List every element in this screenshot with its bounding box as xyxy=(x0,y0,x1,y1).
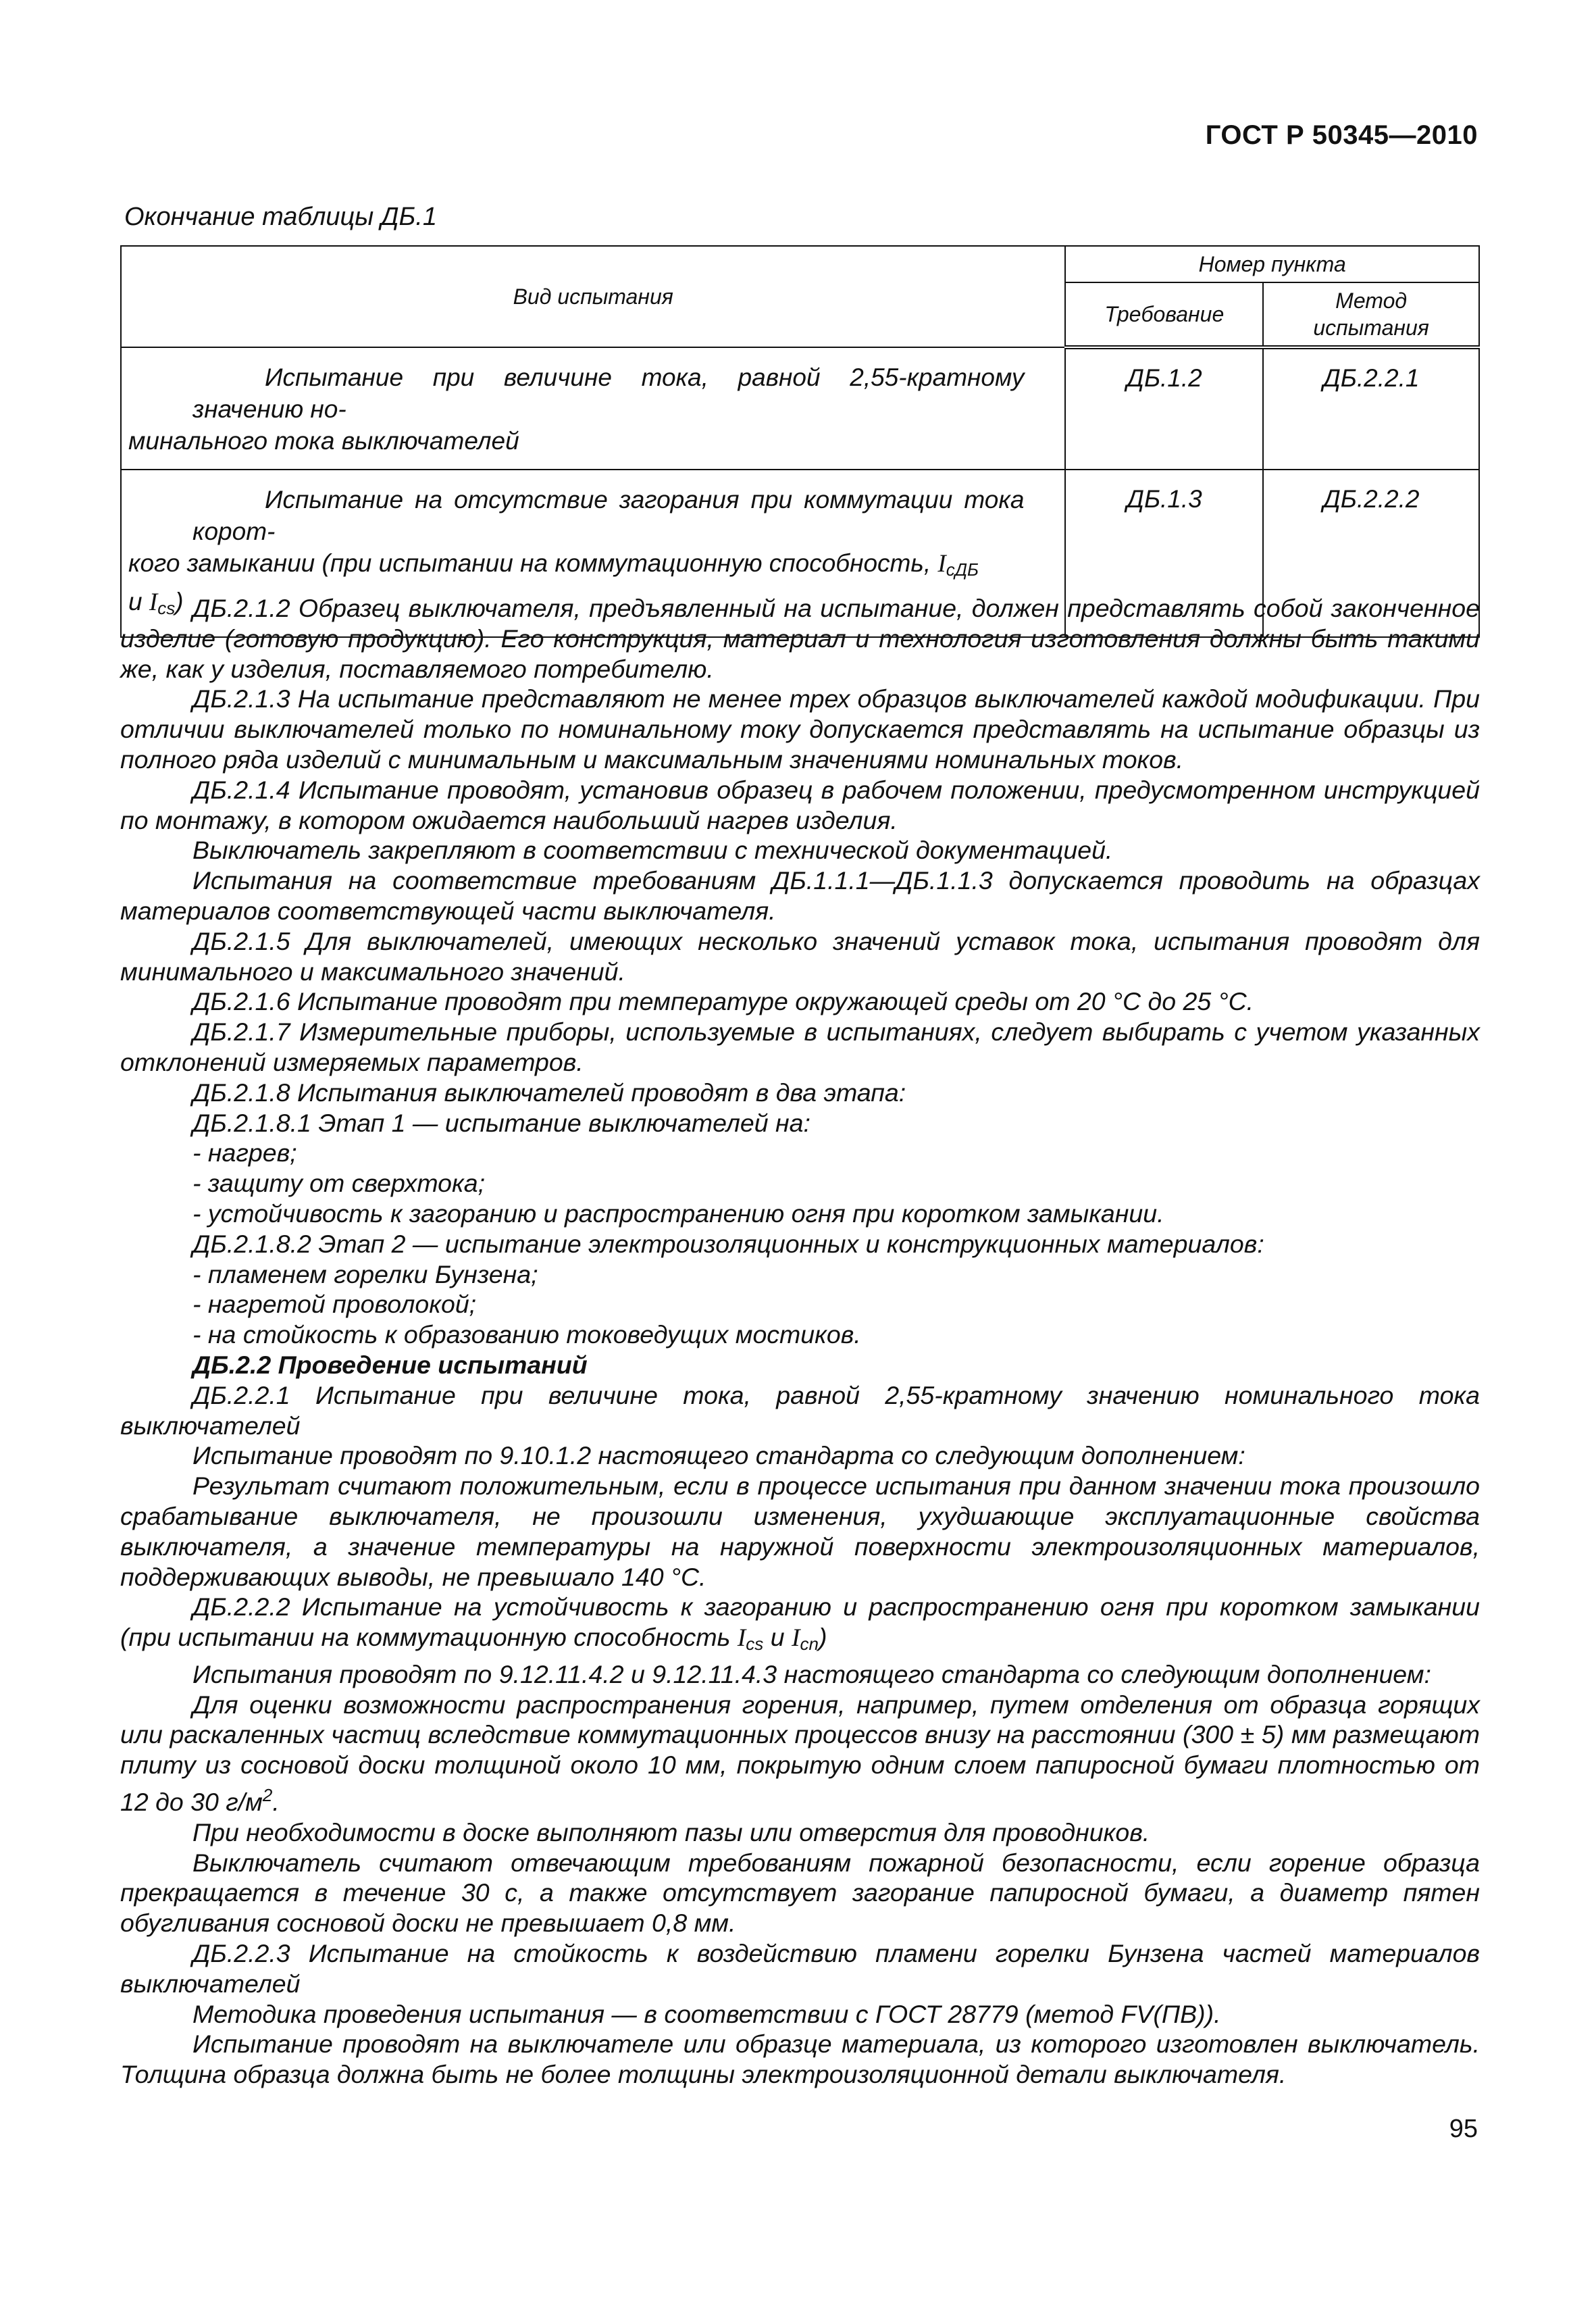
superscript: 2 xyxy=(262,1785,273,1806)
paragraph: ДБ.2.1.8.2 Этап 2 — испытание электроизоляционных и конструкционных материалов: xyxy=(192,1229,1264,1258)
header-method xyxy=(1263,282,1479,347)
paragraph: ДБ.2.1.2 Образец выключателя, предъявленный на испытание, должен представлять собой законченное изделие (готовую продукцию). Его конструкция, материал и технология изготовления должны быть такими же, как у изделия, поставляемого потребителю. xyxy=(120,594,1480,683)
symbol-subscript: cn xyxy=(800,1634,819,1655)
header-item-number: Номер пункта xyxy=(1065,246,1479,282)
section-heading: ДБ.2.2 Проведение испытаний xyxy=(192,1350,588,1379)
paragraph: ДБ.2.1.5 Для выключателей, имеющих несколько значений уставок тока, испытания проводят для минимального и максимального значений. xyxy=(120,926,1480,986)
header-method-line2: испытания xyxy=(1313,316,1429,340)
page-number: 95 xyxy=(1449,2115,1478,2143)
document-body xyxy=(120,593,1480,2090)
paragraph: ДБ.2.1.4 Испытание проводят, установив образец в рабочем положении, предусмотренном инструкцией по монтажу, в котором ожидается наибольший нагрев изделия. xyxy=(120,775,1480,834)
paragraph-text: Для оценки возможности распространения горения, например, путем отделения от образца горящих или раскаленных частиц вследствие коммутационных процессов внизу на расстоянии (300 ± 5) мм размещают плиту из сосновой доски толщиной около 10 мм, покрытую одним слоем папиросной бумаги плотностью от 12 до 30 г/м xyxy=(120,1690,1480,1817)
row-desc-text: и xyxy=(128,588,149,615)
list-item: - нагрев; xyxy=(192,1138,297,1167)
paragraph: ДБ.2.2.1 Испытание при величине тока, равной 2,55-кратному значению номинального тока выключателей xyxy=(120,1380,1480,1440)
row-method: ДБ.2.2.1 xyxy=(1263,347,1479,470)
table-row xyxy=(121,347,1479,470)
paragraph: ДБ.2.1.8 Испытания выключателей проводят в два этапа: xyxy=(192,1078,906,1107)
row-desc-line2 xyxy=(128,547,1024,586)
symbol-i: I xyxy=(791,1624,800,1653)
paragraph: При необходимости в доске выполняют пазы или отверстия для проводников. xyxy=(192,1817,1150,1846)
symbol-subscript: cs xyxy=(157,598,176,618)
symbol-i: I xyxy=(737,1624,746,1653)
paragraph-text: . xyxy=(272,1788,280,1817)
paragraph: Испытание проводят по 9.10.1.2 настоящего стандарта со следующим дополнением: xyxy=(192,1441,1245,1470)
paragraph-text: ) xyxy=(818,1623,827,1652)
row-desc-line2: минального тока выключателей xyxy=(128,427,519,455)
list-item: - нагретой проволокой; xyxy=(192,1290,477,1319)
paragraph: ДБ.2.1.8.1 Этап 1 — испытание выключателей на: xyxy=(192,1108,810,1137)
symbol-i: I xyxy=(149,588,158,616)
header-method-line1: Метод xyxy=(1335,288,1408,313)
list-item: - устойчивость к загоранию и распространению огня при коротком замыкании. xyxy=(192,1199,1164,1228)
table-caption: Окончание таблицы ДБ.1 xyxy=(124,203,437,231)
symbol-subscript: сДБ xyxy=(946,559,979,580)
paragraph: ДБ.2.1.7 Измерительные приборы, используемые в испытаниях, следует выбирать с учетом указанных отклонений измеряемых параметров. xyxy=(120,1017,1480,1076)
symbol-i: I xyxy=(937,550,946,578)
row-desc-text: кого замыкании (при испытании на коммутационную способность, xyxy=(128,549,938,577)
paragraph: Выключатель считают отвечающим требованиям пожарной безопасности, если горение образца прекращается в течение 30 с, а также отсутствует загорание папиросной бумаги, а диаметр пятен обугливания сосновой доски не превышает 0,8 мм. xyxy=(120,1848,1480,1938)
header-requirement: Требование xyxy=(1065,282,1263,347)
requirements-table xyxy=(120,245,1480,638)
row-requirement: ДБ.1.2 xyxy=(1065,347,1263,470)
paragraph: Испытание проводят на выключателе или образце материала, из которого изготовлен выключатель. Толщина образца должна быть не более толщины электроизоляционной детали выключателя. xyxy=(120,2030,1480,2089)
paragraph: ДБ.2.2.3 Испытание на стойкость к воздействию пламени горелки Бунзена частей материалов выключателей xyxy=(120,1939,1480,1998)
paragraph-text: и xyxy=(763,1623,792,1652)
row-desc-line1: Испытание при величине тока, равной 2,55-кратному значению но- xyxy=(192,363,1025,423)
row-method: ДБ.2.2.2 xyxy=(1263,470,1479,637)
symbol-subscript: cs xyxy=(746,1634,764,1655)
paragraph: Результат считают положительным, если в процессе испытания при данном значении тока произошло срабатывание выключателя, не произошли изменения, ухудшающие эксплуатационные свойства выключателя, а значение температуры на наружной поверхности электроизоляционных материалов, поддерживающих выводы, не превышало 140 °С. xyxy=(120,1472,1480,1591)
header-test-type: Вид испытания xyxy=(121,246,1065,347)
paragraph: ДБ.2.1.3 На испытание представляют не менее трех образцов выключателей каждой модификации. При отличии выключателей только по номинальному току допускается представлять на испытание образцы из полного ряда изделий с минимальным и максимальным значениями номинальных токов. xyxy=(120,684,1480,774)
row-description xyxy=(121,347,1065,470)
row-desc-line1: Испытание на отсутствие загорания при коммутации тока корот- xyxy=(192,486,1025,545)
paragraph xyxy=(120,1690,1480,1817)
row-requirement: ДБ.1.3 xyxy=(1065,470,1263,637)
paragraph: Испытания на соответствие требованиям ДБ.1.1.1—ДБ.1.1.3 допускается проводить на образцах материалов соответствующей части выключателя. xyxy=(120,866,1480,925)
document-header: ГОСТ Р 50345—2010 xyxy=(1205,120,1478,150)
paragraph-text: ДБ.2.2.2 Испытание на устойчивость к загоранию и распространению огня при коротком замыкании (при испытании на коммутационную способность xyxy=(120,1592,1480,1652)
list-item: - защиту от сверхтока; xyxy=(192,1169,486,1198)
list-item: - пламенем горелки Бунзена; xyxy=(192,1259,538,1288)
paragraph: Методика проведения испытания — в соответствии с ГОСТ 28779 (метод FV(ПВ)). xyxy=(192,1999,1221,2028)
list-item: - на стойкость к образованию токоведущих мостиков. xyxy=(192,1320,861,1349)
paragraph: ДБ.2.1.6 Испытание проводят при температуре окружающей среды от 20 °С до 25 °С. xyxy=(192,987,1254,1016)
row-desc-text: ) xyxy=(175,588,184,615)
paragraph: Испытания проводят по 9.12.11.4.2 и 9.12.11.4.3 настоящего стандарта со следующим дополнением: xyxy=(192,1659,1431,1688)
paragraph xyxy=(120,1592,1480,1659)
paragraph: Выключатель закрепляют в соответствии с технической документацией. xyxy=(192,836,1113,865)
